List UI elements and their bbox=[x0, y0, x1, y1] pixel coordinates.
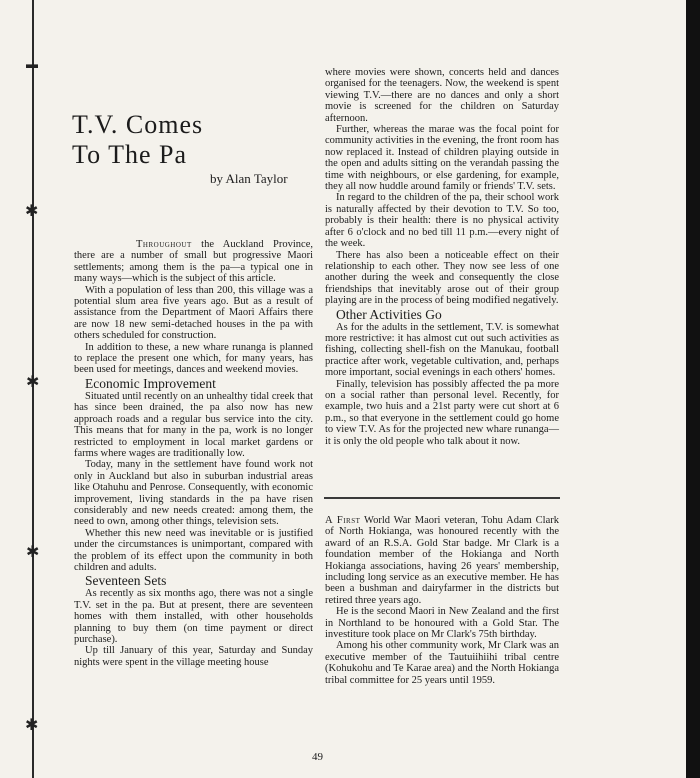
section-heading-seventeen: Seventeen Sets bbox=[85, 573, 167, 589]
article-divider bbox=[324, 497, 560, 499]
paragraph: In addition to these, a new whare runanga is planned to replace the present one which, for many years, has been used for meetings, dances and weekend movies. bbox=[74, 341, 313, 376]
scan-edge bbox=[686, 0, 700, 778]
second-article-text: World War Maori veteran, Tohu Adam Clark of North Hokianga, was honoured recently with the award of an R.S.A. Gold Star badge. Mr Clark is a foundation member of the Hokianga and North Hokianga associations, having 26 years' membership, including long service as an executive member. He has been a bushman and dairyfarmer in the districts but retired three years ago. bbox=[325, 515, 559, 606]
second-article bbox=[325, 515, 559, 686]
paragraph: There has also been a noticeable effect on their relationship to each other. They now see less of one another during the week and consequently the close friendships that inevitably arose out of their group playing are in the process of being modified negatively. bbox=[325, 249, 559, 307]
article-title bbox=[72, 110, 292, 170]
paragraph: Among his other community work, Mr Clark was an executive member of the Tautuiihiihi tribal centre (Kohukohu and Te Karae area) and the North Hokianga tribal committee for 25 years until 1959. bbox=[325, 640, 559, 686]
page-number: 49 bbox=[312, 751, 323, 763]
paragraph: As for the adults in the settlement, T.V. is somewhat more restrictive: it has almost cut out such activities as fishing, collecting shell-fish on the Manukau, football practice after work, vegetable cultivation, and, perhaps more important, social evenings in each others' homes. bbox=[325, 321, 559, 379]
title-line-2: To The Pa bbox=[72, 140, 188, 169]
binding-staple-mark: ✱ bbox=[26, 374, 40, 391]
intro-text: the Auckland Province, there are a number of small but progressive Maori settlements; among them is the pa—a typical one in many ways—which is the subject of this article. bbox=[74, 239, 313, 285]
binding-staple-mark: ✱ bbox=[25, 717, 39, 734]
article-byline: by Alan Taylor bbox=[210, 171, 288, 186]
intro-paragraph bbox=[74, 239, 313, 285]
binding-staple-mark: ✱ bbox=[25, 203, 39, 220]
title-line-1: T.V. Comes bbox=[72, 110, 204, 139]
paragraph: Up till January of this year, Saturday and Sunday nights were spent in the village meeting house bbox=[74, 645, 313, 668]
section-heading-other: Other Activities Go bbox=[336, 306, 442, 322]
second-article-lead: A First bbox=[325, 515, 361, 526]
paragraph: Finally, television has possibly affected the pa more on a social rather than personal level. Recently, for example, two huis and a 21st party were cut short at 6 p.m., so that everyone in the settlement could go home to view T.V. As for the projected new whare runanga—it is only the old people who talk about it now. bbox=[325, 378, 559, 447]
left-column bbox=[74, 239, 313, 668]
section-heading-economic: Economic Improvement bbox=[85, 375, 216, 391]
paragraph: As recently as six months ago, there was not a single T.V. set in the pa. But at present, there are seventeen homes with them installed, with other households planning to buy them (on time payment or direct purchase). bbox=[74, 588, 313, 645]
paragraph: In regard to the children of the pa, their school work is naturally affected by their devotion to T.V. So too, probably is their health: there is no physical activity after 6 o'clock and no bed till 11 p.m.—every night of the week. bbox=[325, 192, 559, 250]
paragraph: where movies were shown, concerts held and dances organised for the teenagers. Now, the weekend is spent viewing T.V.—there are no dances and only a short movie is screened for the children on Saturday afternoon. bbox=[325, 67, 559, 124]
paragraph: With a population of less than 200, this village was a potential slum area five years ago. But as a result of assistance from the Department of Maori Affairs there are now 18 new semi-detached houses in the pa with others scheduled for construction. bbox=[74, 284, 313, 342]
right-column bbox=[325, 67, 559, 447]
paragraph: Situated until recently on an unhealthy tidal creek that has since been drained, the pa also now has new approach roads and a regular bus service into the city. This means that for many in the pa, work is no longer restricted to employment in local market gardens or farms where wages are traditionally low. bbox=[74, 390, 313, 459]
paragraph bbox=[325, 515, 559, 606]
paragraph: He is the second Maori in New Zealand and the first in Northland to be honoured with a Gold Star. The investiture took place on Mr Clark's 75th birthday. bbox=[325, 606, 559, 641]
binding-staple-mark: ✱ bbox=[26, 544, 40, 561]
paragraph: Whether this new need was inevitable or is justified under the circumstances is unimportant, compared with the problem of its effect upon the community in both children and adults. bbox=[74, 527, 313, 573]
paragraph: Further, whereas the marae was the focal point for community activities in the evening, the front room has now replaced it. Instead of children playing outside in the open and adults sitting on the verandah passing the time with neighbours, or else gardening, for example, they all now huddle around family or friends' T.V. sets. bbox=[325, 124, 559, 193]
binding-staple-mark: ▬ bbox=[26, 57, 38, 71]
paragraph: Today, many in the settlement have found work not only in Auckland but also in suburban industrial areas like Otahuhu and Penrose. Consequently, with economic improvement, living standards in the pa have risen considerably and new needs created: among them, the need to own, among other things, television sets. bbox=[74, 459, 313, 528]
intro-lead: Throughout bbox=[136, 239, 192, 250]
